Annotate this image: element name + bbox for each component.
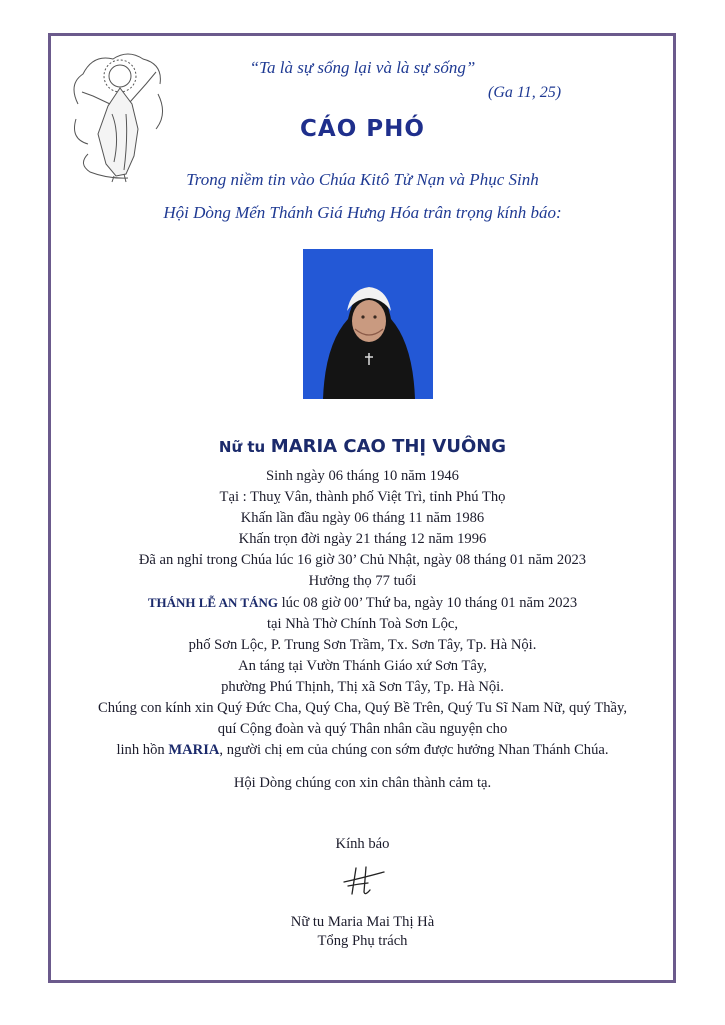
- page-title: CÁO PHÓ: [300, 116, 425, 142]
- funeral-time: lúc 08 giờ 00’ Thứ ba, ngày 10 tháng 01 năm 2023: [277, 595, 578, 611]
- signer-block: [0, 913, 725, 951]
- scripture-reference: (Ga 11, 25): [488, 84, 562, 101]
- birth-place: Tại : Thuỵ Vân, thành phố Việt Trì, tỉnh Phú Thọ: [219, 489, 506, 505]
- prayer-line-3-a: linh hồn: [116, 742, 169, 758]
- burial-line-1: An táng tại Vườn Thánh Giáo xứ Sơn Tây,: [238, 658, 487, 674]
- prayer-line-1: Chúng con kính xin Quý Đức Cha, Quý Cha, Quý Bề Trên, Quý Tu Sĩ Nam Nữ, quý Thầy,: [97, 700, 628, 716]
- obituary-details: [0, 466, 725, 794]
- scripture-quote: “Ta là sự sống lại và là sự sống”: [249, 58, 476, 77]
- church-line-2: phố Sơn Lộc, P. Trung Sơn Trầm, Tx. Sơn Tây, Tp. Hà Nội.: [188, 637, 537, 653]
- first-vows: Khấn lần đầu ngày 06 tháng 11 năm 1986: [240, 510, 485, 526]
- age: Hưởng thọ 77 tuổi: [308, 573, 417, 589]
- final-vows: Khấn trọn đời ngày 21 tháng 12 năm 1996: [238, 531, 487, 547]
- portrait-photo: [303, 249, 433, 399]
- birth-date: Sinh ngày 06 tháng 10 năm 1946: [266, 468, 459, 484]
- prayer-line-3: [0, 740, 725, 761]
- signer-title: Tổng Phụ trách: [317, 933, 408, 949]
- signer-name: Nữ tu Maria Mai Thị Hà: [290, 914, 435, 930]
- thanks-line: Hội Dòng chúng con xin chân thành cảm tạ.: [233, 775, 492, 791]
- church-line-1: tại Nhà Thờ Chính Toà Sơn Lộc,: [266, 616, 458, 632]
- kinh-bao: Kính báo: [335, 836, 390, 852]
- funeral-label: THÁNH LỄ AN TÁNG: [147, 595, 278, 610]
- prayer-line-3-b: , người chị em của chúng con sớm được hưởng Nhan Thánh Chúa.: [219, 742, 609, 758]
- handwritten-signature: [338, 864, 388, 898]
- name-prefix: Nữ tu: [218, 438, 266, 456]
- prayer-line-2: quí Cộng đoàn và quý Thân nhân cầu nguyện cho: [217, 721, 508, 737]
- intro-line-2: Hội Dòng Mến Thánh Giá Hưng Hóa trân trọng kính báo:: [163, 203, 562, 222]
- intro-line-1: Trong niềm tin vào Chúa Kitô Tử Nạn và Phục Sinh: [186, 170, 539, 189]
- date-of-passing: Đã an nghỉ trong Chúa lúc 16 giờ 30’ Chủ Nhật, ngày 08 tháng 01 năm 2023: [138, 552, 587, 568]
- deceased-name: [0, 436, 725, 457]
- name-text: MARIA CAO THỊ VUÔNG: [270, 436, 507, 457]
- prayer-line-3-name: MARIA: [168, 742, 220, 758]
- burial-line-2: phường Phú Thịnh, Thị xã Sơn Tây, Tp. Hà Nội.: [221, 679, 504, 695]
- funeral-mass: [0, 592, 725, 614]
